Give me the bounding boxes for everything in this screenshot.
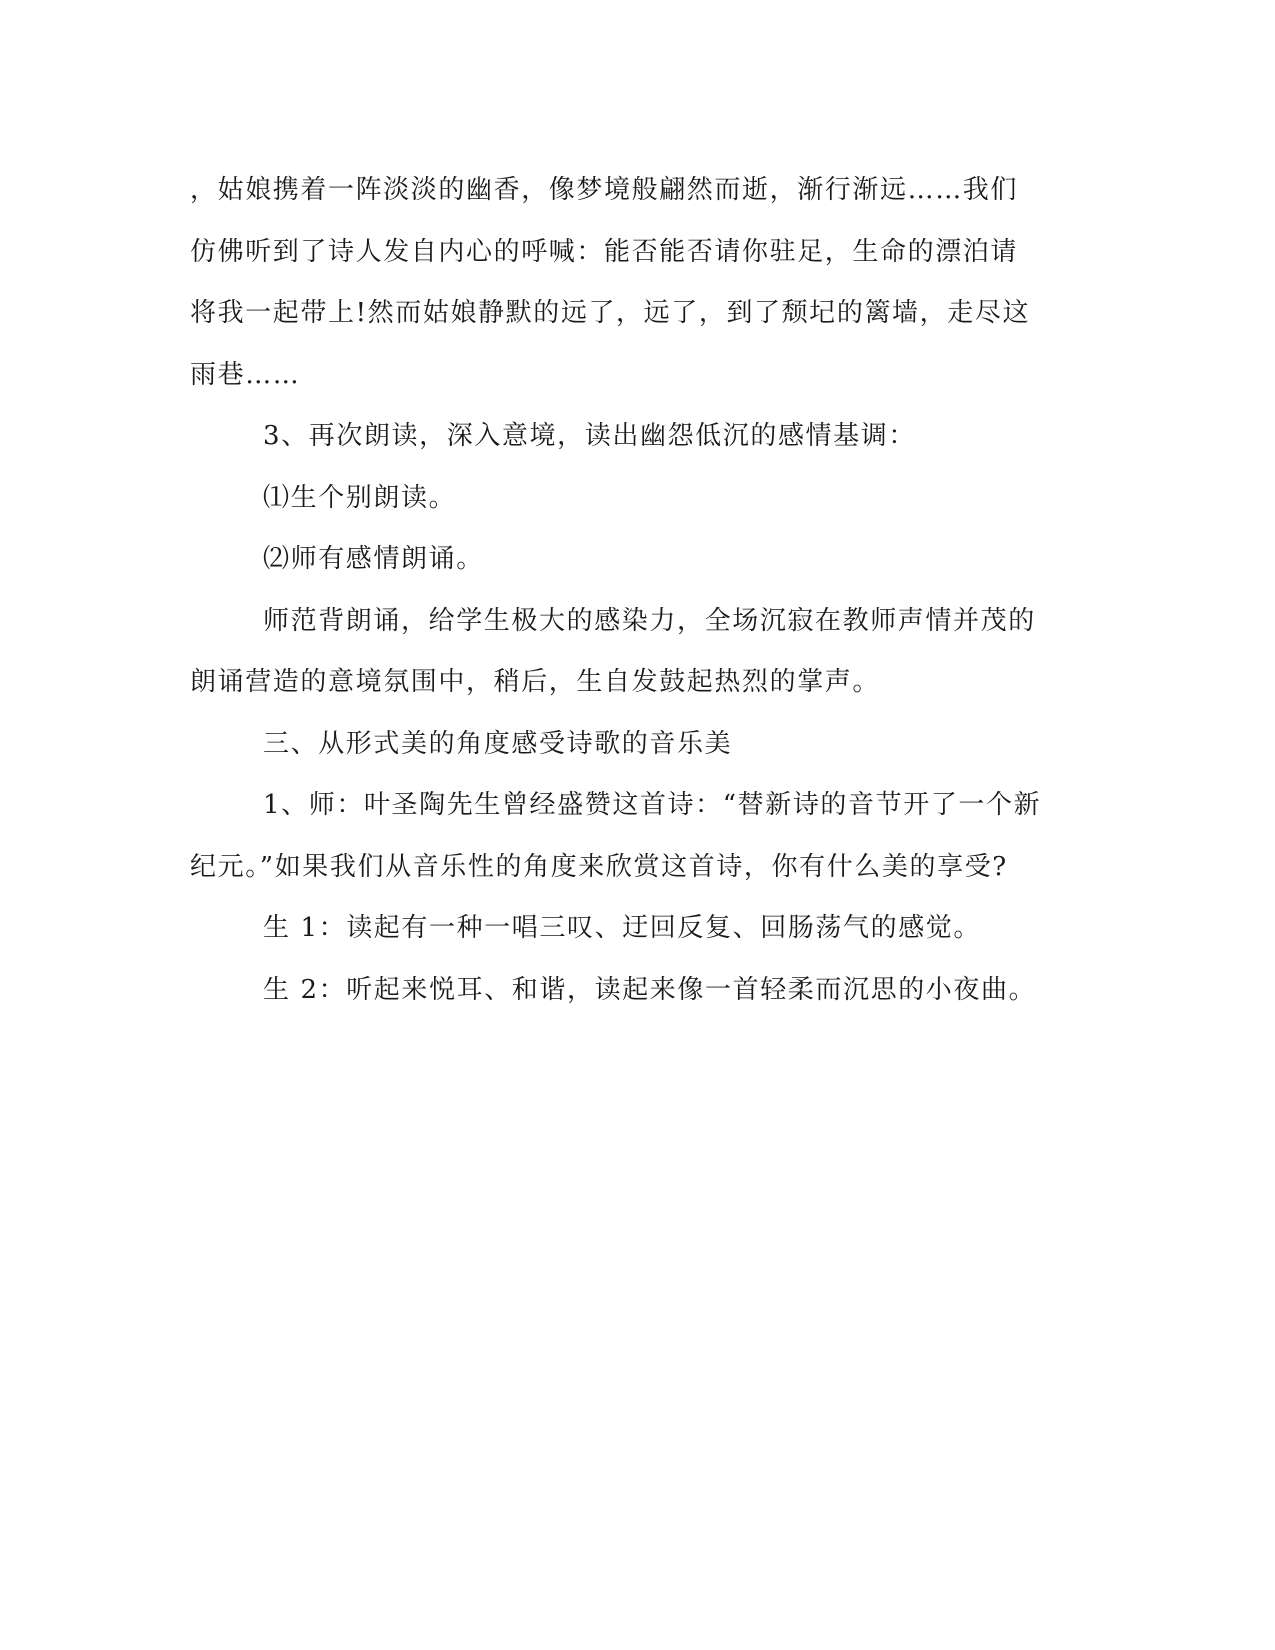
text-line: ⑴生个别朗读。 bbox=[263, 482, 457, 513]
text-line: ，姑娘携着一阵淡淡的幽香，像梦境般翩然而逝，渐行渐远……我们 bbox=[190, 175, 1019, 205]
text-line: 仿佛听到了诗人发自内心的呼喊：能否能否请你驻足，生命的漂泊请 bbox=[190, 236, 1019, 267]
text-line: 生 1：读起有一种一唱三叹、迂回反复、回肠荡气的感觉。 bbox=[263, 913, 982, 943]
text-line: ⑵师有感情朗诵。 bbox=[263, 544, 484, 574]
text-line: 3、再次朗读，深入意境，读出幽怨低沉的感情基调： bbox=[263, 421, 916, 451]
text-line: 纪元。”如果我们从音乐性的角度来欣赏这首诗，你有什么美的享受? bbox=[190, 851, 1008, 882]
section-heading: 三、从形式美的角度感受诗歌的音乐美 bbox=[263, 728, 733, 759]
text-line: 朗诵营造的意境氛围中，稍后，生自发鼓起热烈的掌声。 bbox=[190, 667, 881, 697]
text-line: 生 2：听起来悦耳、和谐，读起来像一首轻柔而沉思的小夜曲。 bbox=[263, 974, 1037, 1005]
text-line: 将我一起带上!然而姑娘静默的远了，远了，到了颓圮的篱墙，走尽这 bbox=[190, 298, 1031, 328]
text-line: 师范背朗诵，给学生极大的感染力，全场沉寂在教师声情并茂的 bbox=[263, 605, 1036, 636]
document-body bbox=[190, 160, 1070, 1021]
text-line: 1、师：叶圣陶先生曾经盛赞这首诗：“替新诗的音节开了一个新 bbox=[263, 790, 1042, 820]
text-line: 雨巷…… bbox=[190, 359, 301, 390]
